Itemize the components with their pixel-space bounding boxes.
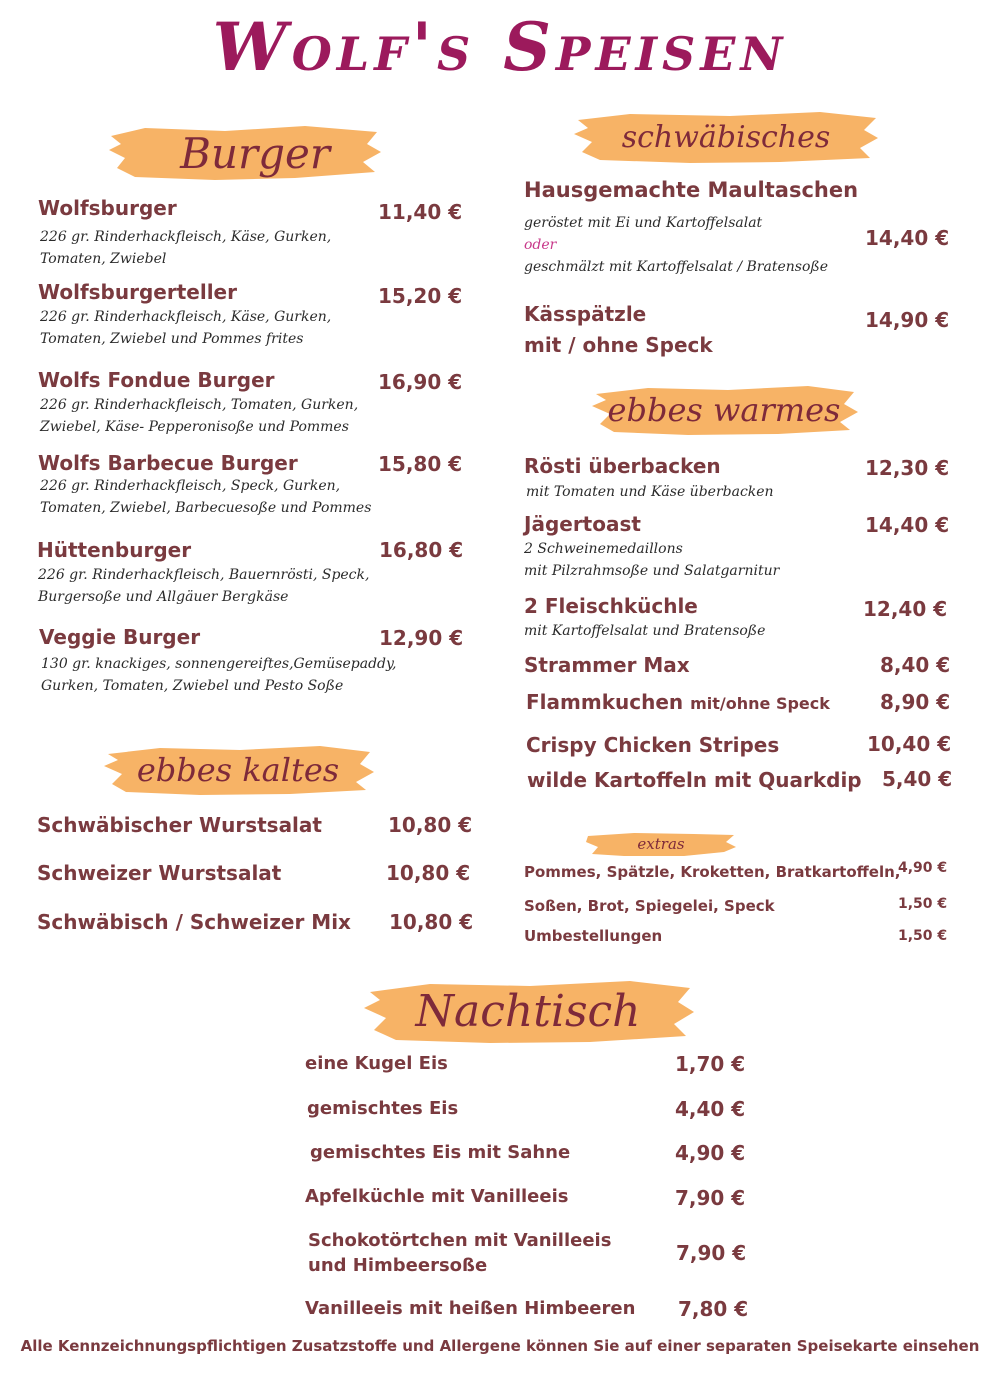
dessert-item-name: gemischtes Eis mit Sahne (310, 1142, 571, 1163)
menu-item-name: Schwäbisch / Schweizer Mix (37, 910, 351, 934)
name-line: mit / ohne Speck (524, 333, 713, 357)
menu-item-name: Wolfs Barbecue Burger (38, 451, 298, 475)
menu-item-name: Schwäbischer Wurstsalat (37, 813, 322, 837)
menu-item-description (524, 212, 828, 278)
extra-item-name: Pommes, Spätzle, Kroketten, Bratkartoffeln, (524, 863, 901, 881)
section-badge-burger (105, 122, 385, 184)
extra-item-price: 1,50 € (898, 896, 948, 912)
menu-item-price: 10,80 € (388, 813, 473, 837)
dessert-item-name: Vanilleeis mit heißen Himbeeren (305, 1298, 636, 1319)
section-badge-ebbes-kaltes (100, 742, 376, 798)
menu-item-name: Crispy Chicken Stripes (526, 733, 780, 757)
dessert-item-price: 4,40 € (675, 1097, 746, 1121)
extra-item-name: Soßen, Brot, Spiegelei, Speck (524, 897, 775, 915)
menu-item-price: 12,40 € (863, 597, 948, 621)
section-badge-ebbes-warmes (588, 382, 860, 438)
description-line: mit Pilzrahmsoße und Salatgarnitur (524, 563, 780, 579)
menu-item-name: Wolfsburger (38, 196, 177, 220)
description-line: 130 gr. knackiges, sonnengereiftes,Gemüsepaddy, (41, 656, 397, 672)
menu-item-name: Strammer Max (524, 653, 690, 677)
section-title-nachtisch: Nachtisch (415, 985, 641, 1037)
description-line: 226 gr. Rinderhackfleisch, Käse, Gurken, (40, 309, 332, 325)
description-line: Tomaten, Zwiebel (40, 251, 167, 267)
dessert-item-price: 7,80 € (678, 1297, 749, 1321)
section-badge-schwaebisches (570, 108, 882, 166)
dessert-item-price: 7,90 € (676, 1241, 747, 1265)
menu-item-description (40, 475, 371, 519)
section-title-ebbes-warmes: ebbes warmes (607, 391, 841, 429)
dessert-item-name: gemischtes Eis (307, 1098, 459, 1119)
menu-item-price: 16,80 € (379, 538, 464, 562)
allergen-footer-note: Alle Kennzeichnungspflichtigen Zusatzstoffe und Allergene können Sie auf einer separaten Speisekarte einsehen (20, 1337, 980, 1355)
menu-item-name: Rösti überbacken (524, 454, 721, 478)
section-badge-extras (584, 830, 738, 858)
description-line: Gurken, Tomaten, Zwiebel und Pesto Soße (41, 678, 344, 694)
menu-item-name: Schweizer Wurstsalat (37, 861, 282, 885)
name-line: Kässpätzle (524, 302, 647, 326)
name-line: Schokotörtchen mit Vanilleeis (308, 1230, 612, 1251)
menu-item-description: mit Tomaten und Käse überbacken (526, 484, 774, 500)
description-line: 2 Schweinemedaillons (524, 541, 683, 557)
menu-item-name: Hüttenburger (37, 538, 192, 562)
name-line: und Himbeersoße (308, 1255, 488, 1276)
menu-item-name (524, 299, 713, 361)
description-oder: oder (524, 237, 557, 253)
menu-item-name (526, 690, 830, 714)
menu-item-name: Wolfsburgerteller (38, 280, 237, 304)
menu-item-name: Veggie Burger (39, 625, 201, 649)
menu-item-description: mit Kartoffelsalat und Bratensoße (524, 623, 766, 639)
description-line: 226 gr. Rinderhackfleisch, Käse, Gurken, (40, 229, 332, 245)
menu-item-price: 15,80 € (378, 452, 463, 476)
menu-item-name: Wolfs Fondue Burger (38, 368, 275, 392)
extra-item-name: Umbestellungen (524, 927, 663, 945)
menu-item-price: 10,80 € (389, 910, 474, 934)
menu-item-price: 15,20 € (378, 284, 463, 308)
section-badge-nachtisch (360, 976, 696, 1046)
description-line: Zwiebel, Käse- Pepperonisoße und Pommes (40, 419, 349, 435)
dessert-item-name: eine Kugel Eis (305, 1053, 448, 1074)
menu-item-price: 5,40 € (882, 767, 953, 791)
page-title: Wolf's Speisen (212, 8, 788, 86)
dessert-item-name (308, 1228, 611, 1278)
menu-item-description (40, 394, 358, 438)
extra-item-price: 1,50 € (898, 928, 948, 944)
name-main: Flammkuchen (526, 690, 684, 714)
menu-item-price: 8,90 € (880, 690, 951, 714)
menu-item-price: 8,40 € (880, 653, 951, 677)
description-line: 226 gr. Rinderhackfleisch, Speck, Gurken, (40, 478, 341, 494)
dessert-item-name: Apfelküchle mit Vanilleeis (305, 1186, 569, 1207)
menu-item-name: 2 Fleischküchle (524, 594, 698, 618)
section-title-ebbes-kaltes: ebbes kaltes (136, 751, 340, 789)
menu-item-name: Hausgemachte Maultaschen (524, 178, 859, 202)
menu-item-price: 11,40 € (378, 200, 463, 224)
menu-item-description (524, 538, 779, 582)
menu-item-price: 14,40 € (865, 226, 950, 250)
menu-item-name: wilde Kartoffeln mit Quarkdip (527, 768, 862, 792)
menu-item-price: 12,30 € (865, 456, 950, 480)
menu-item-price: 10,40 € (867, 732, 952, 756)
description-line: geröstet mit Ei und Kartoffelsalat (524, 215, 763, 231)
description-line: Tomaten, Zwiebel und Pommes frites (40, 331, 304, 347)
section-title-schwaebisches: schwäbisches (621, 119, 831, 155)
extra-item-price: 4,90 € (898, 860, 948, 876)
dessert-item-price: 7,90 € (675, 1186, 746, 1210)
menu-item-description (40, 226, 331, 270)
description-line: Burgersoße und Allgäuer Bergkäse (38, 589, 289, 605)
description-line: Tomaten, Zwiebel, Barbecuesoße und Pommes (40, 500, 372, 516)
description-line: 226 gr. Rinderhackfleisch, Bauernrösti, Speck, (38, 567, 370, 583)
menu-item-price: 16,90 € (378, 370, 463, 394)
menu-item-description (41, 653, 397, 697)
section-title-extras: extras (637, 835, 685, 853)
dessert-item-price: 1,70 € (675, 1052, 746, 1076)
menu-item-description (38, 564, 369, 608)
menu-item-description (40, 306, 331, 350)
description-line: geschmälzt mit Kartoffelsalat / Bratensoße (524, 259, 829, 275)
menu-item-price: 10,80 € (386, 861, 471, 885)
menu-item-price: 12,90 € (379, 626, 464, 650)
section-title-burger: Burger (180, 128, 330, 178)
description-line: 226 gr. Rinderhackfleisch, Tomaten, Gurken, (40, 397, 359, 413)
name-suffix: mit/ohne Speck (690, 694, 830, 713)
menu-item-name: Jägertoast (524, 512, 641, 536)
dessert-item-price: 4,90 € (675, 1141, 746, 1165)
menu-item-price: 14,90 € (865, 308, 950, 332)
menu-item-price: 14,40 € (865, 513, 950, 537)
